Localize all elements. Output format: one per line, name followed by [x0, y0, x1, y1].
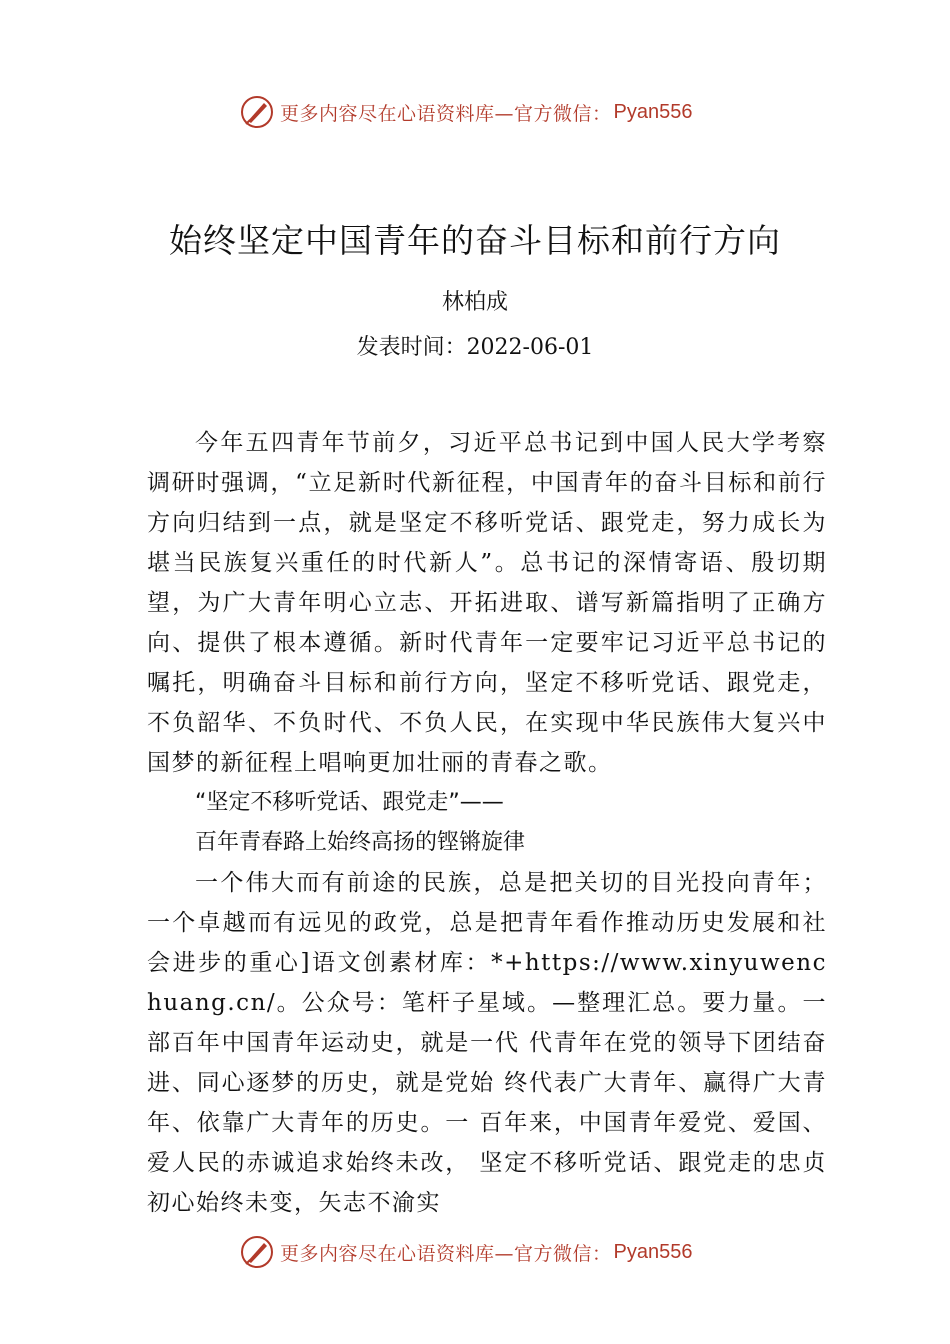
banner-wechat-id: Pyan556: [613, 1240, 693, 1263]
paragraph: 今年五四青年节前夕，习近平总书记到中国人民大学考察调研时强调，“立足新时代新征程，中国青年的奋斗目标和前行方向归结到一点，就是坚定不移听党话、跟党走，努力成长为堪当民族复兴重任的时代新人”。总书记的深情寄语、殷切期望，为广大青年明心立志、开拓进取、谱写新篇指明了正确方向、提供了根本遵循。新时代青年一定要牢记习近平总书记的嘱托，明确奋斗目标和前行方向，坚定不移听党话、跟党走，不负韶华、不负时代、不负人民，在实现中华民族伟大复兴中国梦的新征程上唱响更加壮丽的青春之歌。: [147, 430, 827, 776]
article-body: [147, 423, 827, 1223]
bottom-banner: [240, 1232, 760, 1272]
paragraph: 一个伟大而有前途的民族，总是把关切的目光投向青年；一个卓越而有远见的政党，总是把青年看作推动历史发展和社会进步的重心]语文创素材库：*+https://www.xinyuwenchuang.cn/。公众号：笔杆子星域。—整理汇总。要力量。一部百年中国青年运动史，就是一代 代青年在党的领导下团结奋进、同心逐梦的历史，就是党始 终代表广大青年、赢得广大青年、依靠广大青年的历史。一 百年来，中国青年爱党、爱国、爱人民的赤诚追求始终未改， 坚定不移听党话、跟党走的忠贞初心始终未变，矢志不渝实: [147, 870, 827, 1216]
publish-date: 发表时间：2022-06-01: [356, 335, 594, 360]
banner-text: 更多内容尽在心语资料库—官方微信：: [280, 102, 612, 125]
article-author: 林柏成: [441, 290, 508, 315]
quill-pen-seal-icon: [240, 1235, 274, 1269]
top-banner: [240, 92, 760, 132]
banner-wechat-id: Pyan556: [613, 100, 693, 123]
section-heading-line2: 百年青春路上始终高扬的铿锵旋律: [195, 830, 526, 855]
article-title: 始终坚定中国青年的奋斗目标和前行方向: [169, 221, 781, 260]
banner-text: 更多内容尽在心语资料库—官方微信：: [280, 1242, 612, 1265]
quill-pen-seal-icon: [240, 95, 274, 129]
section-heading-line1: “坚定不移听党话、跟党走”——: [195, 790, 504, 815]
